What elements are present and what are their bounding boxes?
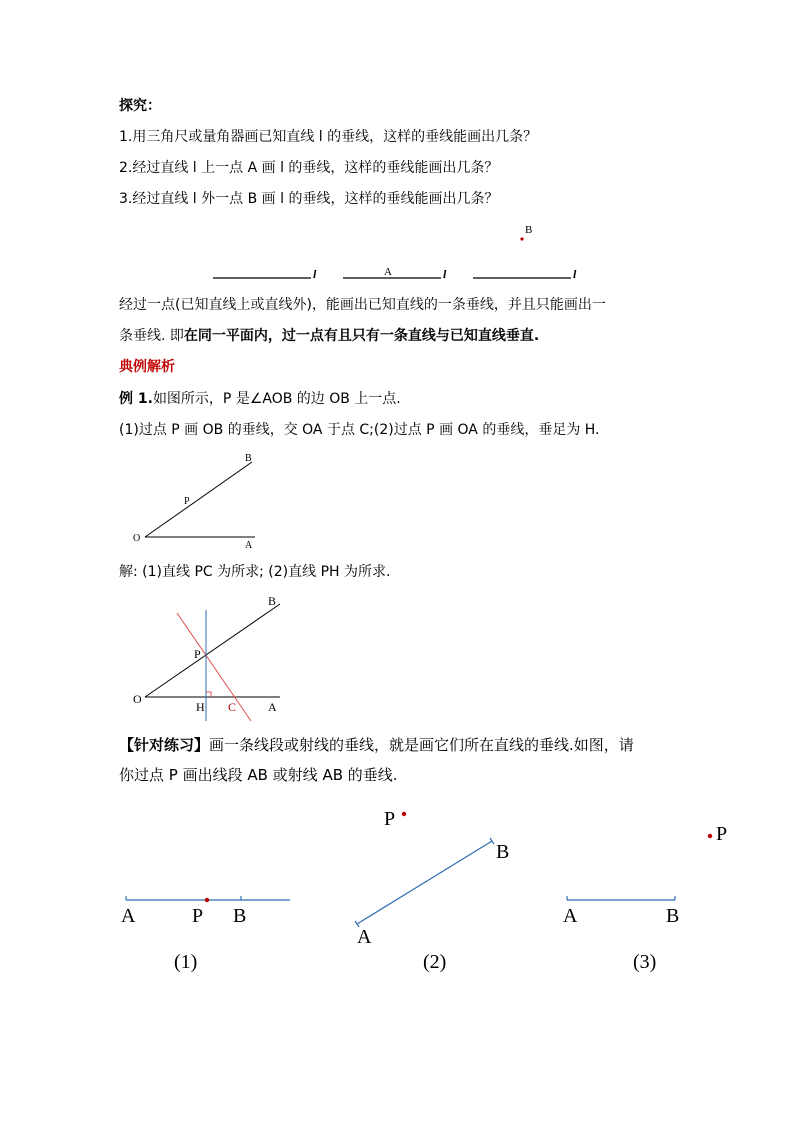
label-l-2: l — [443, 267, 447, 281]
example-figure-1 — [0, 450, 794, 555]
practice-line-2: 你过点 P 画出线段 AB 或射线 AB 的垂线. — [119, 766, 398, 784]
label-p: P — [184, 496, 190, 507]
ray-ob — [145, 462, 252, 537]
fig3-label-p: P — [716, 823, 728, 845]
fig3-point-p — [708, 834, 712, 838]
fig1-label-a: A — [121, 905, 136, 927]
fig1-label-p: P — [192, 905, 204, 927]
fig2-label-a: A — [357, 926, 372, 948]
label-b: B — [245, 453, 252, 464]
practice-figures — [0, 800, 794, 980]
example-label: 例 1. — [119, 391, 153, 407]
fig3-label-a: A — [563, 905, 578, 927]
conclusion-plain: 条垂线. 即 — [119, 328, 184, 344]
fig2-segment-ab — [357, 841, 492, 924]
fig3-label-b: B — [666, 905, 680, 927]
label-a: A — [384, 266, 392, 278]
conclusion-line-2 — [119, 326, 539, 346]
label-b: B — [268, 594, 277, 608]
right-angle-mark — [206, 692, 211, 697]
conclusion-line-1: 经过一点(已知直线上或直线外)，能画出已知直线的一条垂线，并且只能画出一 — [119, 297, 606, 313]
label-p: P — [194, 647, 201, 661]
fig2-caption: (2) — [423, 951, 447, 973]
explore-heading: 探究： — [119, 98, 161, 114]
question-1: 1.用三角尺或量角器画已知直线 l 的垂线，这样的垂线能画出几条？ — [119, 129, 538, 145]
label-a: A — [268, 700, 277, 714]
example-tasks: (1)过点 P 画 OB 的垂线，交 OA 于点 C;(2)过点 P 画 OA 的垂线，垂足为 H. — [119, 422, 600, 438]
conclusion-bold: 在同一平面内，过一点有且只有一条直线与已知直线垂直. — [183, 328, 540, 344]
ray-ob — [145, 604, 280, 697]
label-l-3: l — [573, 267, 577, 281]
fig2-tick-b — [490, 838, 494, 844]
section-title: 典例解析 — [119, 359, 175, 375]
explore-figure — [0, 215, 794, 290]
practice-text-1: 画一条线段或射线的垂线，就是画它们所在直线的垂线.如图，请 — [209, 736, 634, 754]
fig2-point-p — [402, 812, 406, 816]
fig1-point-p — [205, 898, 209, 902]
label-b: B — [525, 224, 533, 236]
example-statement — [119, 389, 401, 409]
label-o: O — [133, 533, 141, 544]
practice-line-1 — [119, 734, 634, 756]
fig1-label-b: B — [233, 905, 247, 927]
practice-title: 【针对练习】 — [119, 736, 210, 754]
fig1-caption: (1) — [174, 951, 198, 973]
example-figure-2 — [0, 590, 794, 720]
point-b — [520, 237, 523, 240]
fig2-label-b: B — [496, 841, 510, 863]
label-c: C — [228, 700, 237, 714]
fig3-caption: (3) — [633, 951, 657, 973]
question-3: 3.经过直线 l 外一点 B 画 l 的垂线，这样的垂线能画出几条？ — [119, 191, 499, 207]
question-2: 2.经过直线 l 上一点 A 画 l 的垂线，这样的垂线能画出几条？ — [119, 160, 499, 176]
solution-text: 解: (1)直线 PC 为所求; (2)直线 PH 为所求. — [119, 564, 391, 580]
fig2-label-p: P — [384, 808, 396, 830]
label-a: A — [245, 540, 253, 551]
label-l-1: l — [313, 267, 317, 281]
label-h: H — [196, 700, 205, 714]
example-text: 如图所示，P 是∠AOB 的边 OB 上一点. — [152, 391, 401, 407]
label-o: O — [133, 692, 142, 706]
